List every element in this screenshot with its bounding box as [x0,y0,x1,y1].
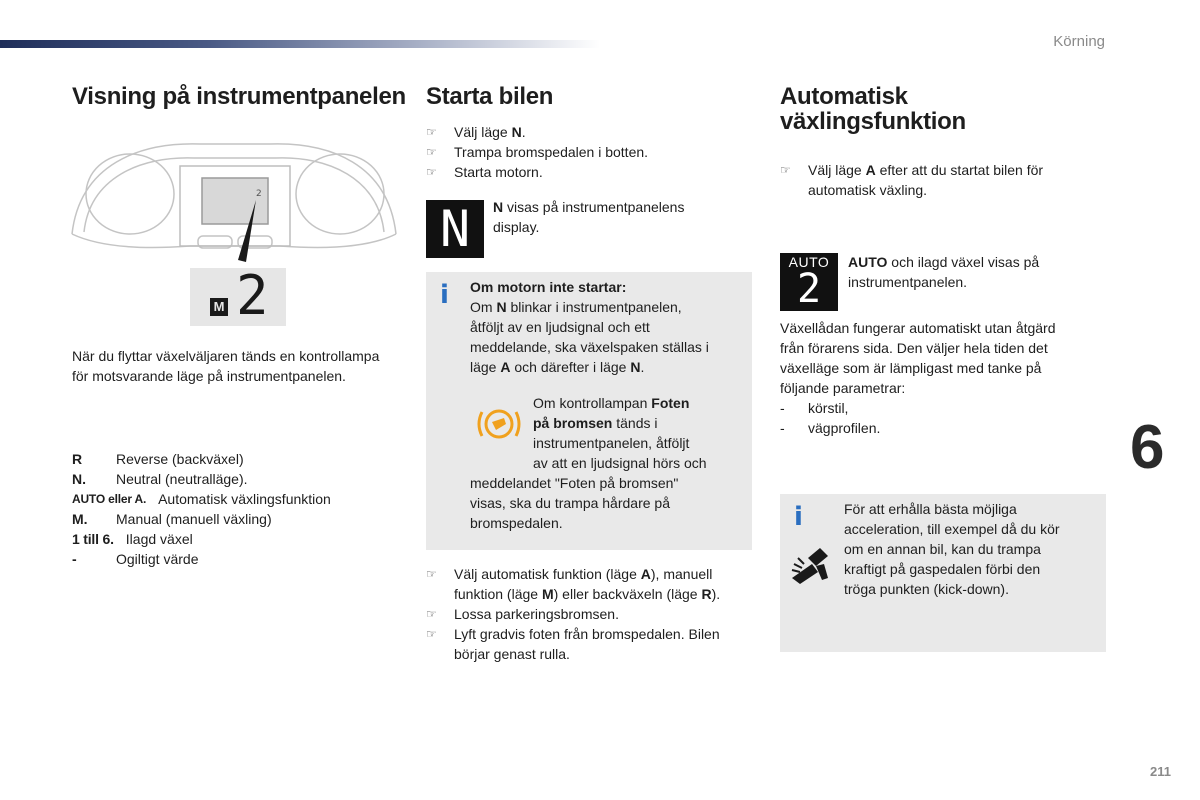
neutral-note: N visas på instrumentpanelens display. [493,199,685,235]
list-item: ☞ Välj läge A efter att du startat bilen för automatisk växling. [780,160,1100,200]
gear-indicator-paragraph: När du flyttar växelväljaren tänds en kontrollampa för motsvarande läge på instrumentpanelen. [72,348,380,384]
list-item: ☞ Lyft gradvis foten från bromspedalen. Bilen börjar genast rulla. [426,624,756,664]
list-item: ☞ Välj läge N. [426,122,756,142]
header-color-bar [0,40,600,48]
automatic-steps [780,160,1100,200]
kickdown-tip-text: För att erhålla bästa möjliga acceleration, till exempel då du kör om en annan bil, kan du trampa kraftigt på gaspedalen förbi den tröga punkten (kick-down). [844,501,1060,597]
info-panel-engine [426,272,752,550]
section-title-automatic: Automatisk växlingsfunktion [780,83,966,135]
page-number: 211 [1150,764,1171,779]
start-steps [426,122,756,182]
brake-warning-continued: meddelandet "Foten på bromsen" visas, ska du trampa hårdare på bromspedalen. [470,475,679,531]
list-item: - körstil, [780,400,849,416]
drive-steps [426,564,756,664]
list-item: ☞ Starta motorn. [426,162,756,182]
svg-text:2: 2 [256,189,262,199]
gear-digit: 2 [236,264,267,327]
chapter-name: Körning [1053,33,1105,50]
legend-row: 1 till 6. Ilagd växel [72,531,193,547]
info-panel-kickdown [780,494,1106,652]
list-item: - vägprofilen. [780,420,881,436]
brake-warning-text: Om kontrollampan Foten på bromsen tänds i instrumentpanelen, åtföljt av att en ljudsignal hörs och [533,395,707,471]
gearbox-paragraph: Växellådan fungerar automatiskt utan åtgärd från förarens sida. Den väljer hela tiden det växelläge som är lämpligast med tanke på följande parametrar: [780,320,1056,396]
neutral-display-icon: N [426,200,484,258]
accelerator-pedal-icon [788,544,834,588]
info-icon: i [794,502,803,532]
legend-row: - Ogiltigt värde [72,551,199,567]
display-closeup [196,264,276,327]
parameter-list [780,398,1080,438]
list-item: ☞ Välj automatisk funktion (läge A), manuell funktion (läge M) eller backväxeln (läge R). [426,564,756,604]
legend-row: R Reverse (backväxel) [72,451,244,467]
legend-row: AUTO eller A. Automatisk växlingsfunktion [72,491,331,507]
gear-legend [72,449,392,569]
list-item: ☞ Lossa parkeringsbromsen. [426,604,756,624]
foot-on-brake-warning-icon [474,404,524,444]
chapter-tab: 6 [1130,413,1165,482]
info-icon: i [440,280,449,310]
manual-mode-indicator: M [210,298,228,316]
auto-note: AUTO och ilagd växel visas på instrumentpanelen. [848,254,1040,290]
section-title-display: Visning på instrumentpanelen [72,83,406,110]
auto-display-icon: AUTO 2 [780,253,838,311]
list-item: ☞ Trampa bromspedalen i botten. [426,142,756,162]
engine-info-text: Om motorn inte startar: Om N blinkar i instrumentpanelen, åtföljt av en ljudsignal och ett meddelande, ska växelspaken ställas i läge A och därefter i läge N. [470,279,709,375]
legend-row: N. Neutral (neutralläge). [72,471,248,487]
legend-row: M. Manual (manuell växling) [72,511,272,527]
section-title-start: Starta bilen [426,83,554,110]
